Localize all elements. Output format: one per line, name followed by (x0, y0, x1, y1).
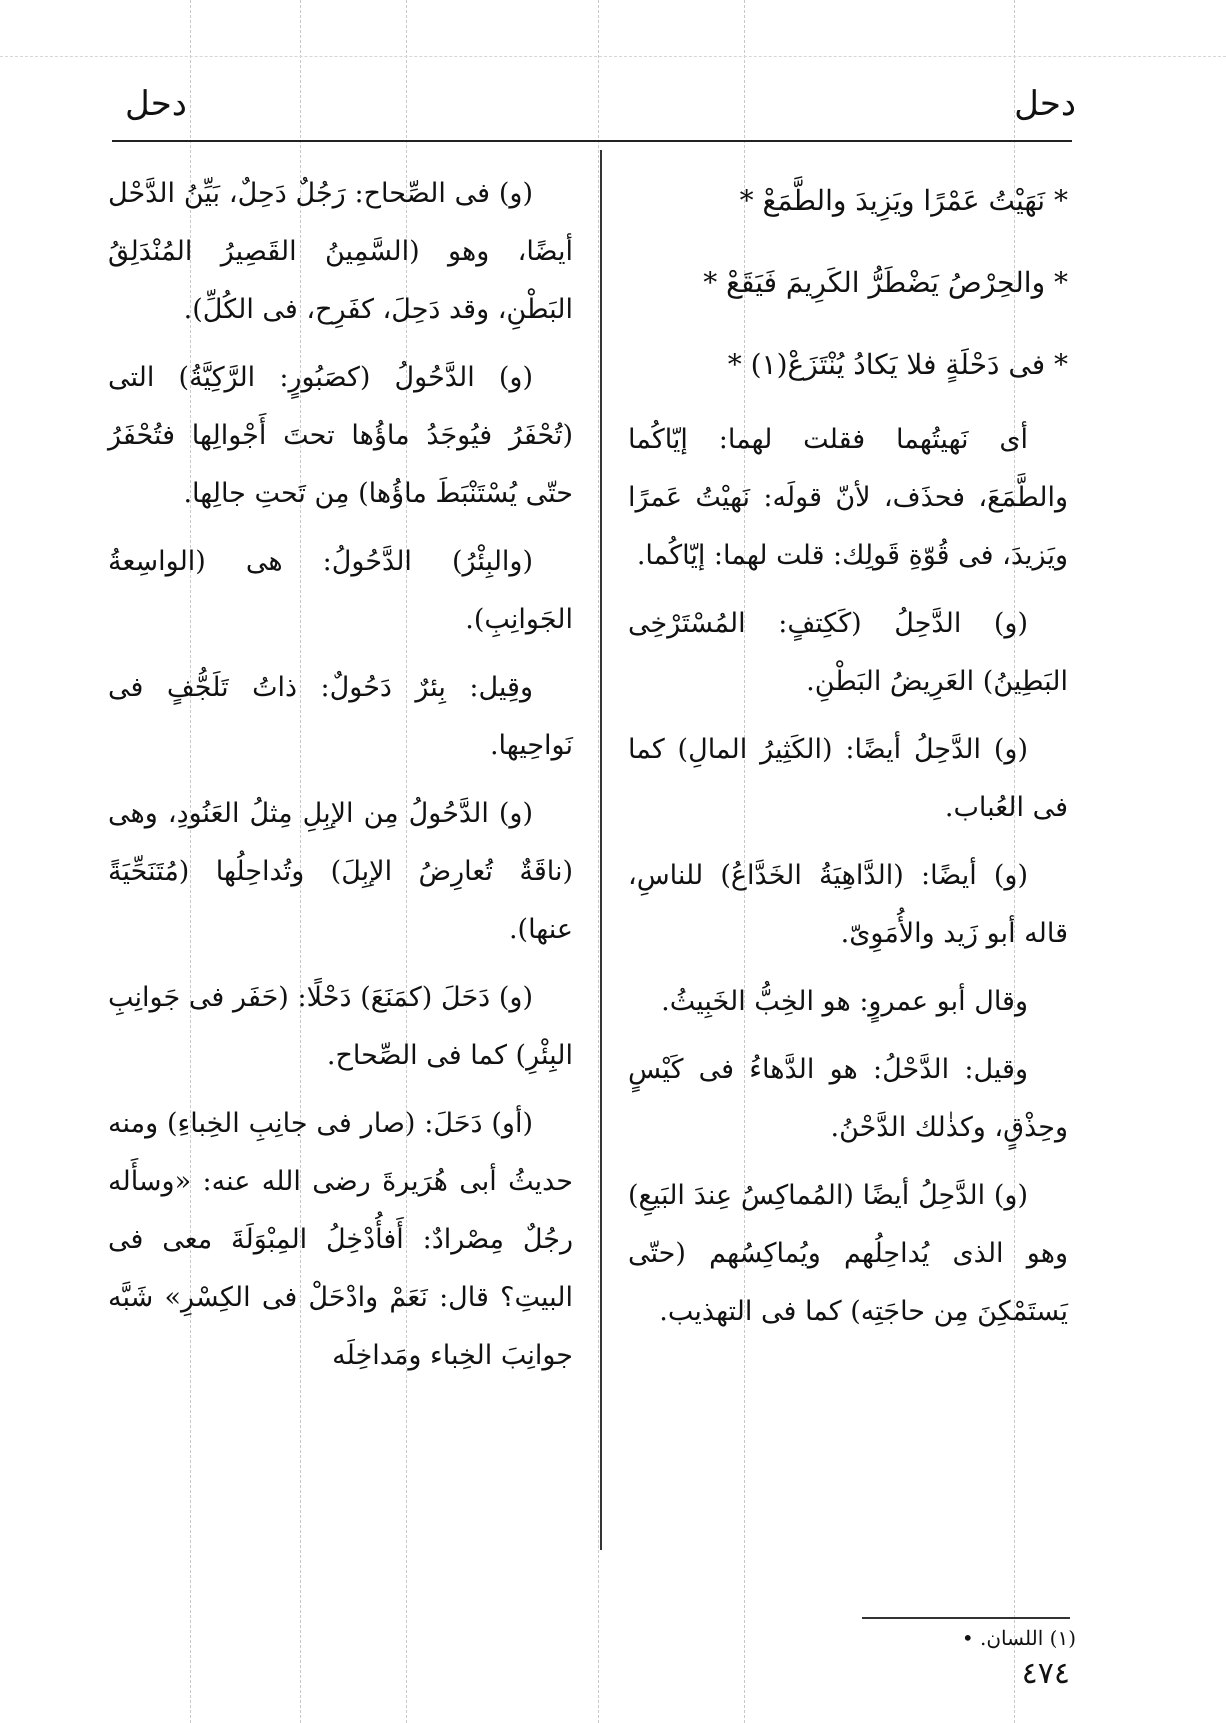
footnote-rule (862, 1617, 1070, 1619)
verse-line: * فى دَحْلَةٍ فلا يَكادُ يُنْتَزَعْ(١) * (727, 348, 1068, 381)
column-divider (600, 150, 602, 1550)
left-column (108, 165, 573, 1395)
paragraph: وقال أبو عمروٍ: هو الخِبُّ الخَبِيثُ. (661, 986, 1028, 1017)
header-word-right: دحل (1014, 84, 1076, 124)
paragraph: (والبِئْرُ) الدَّحُولُ: هى (الواسِعةُ الجَوانِبِ). (108, 546, 573, 635)
scan-guide-line (598, 0, 599, 1723)
header-rule (112, 140, 1072, 142)
page-number: ٤٧٤ (1021, 1656, 1070, 1691)
paragraph: (و) الدَّحِلُ أيضًا (المُماكِسُ عِندَ البَيعِ) وهو الذى يُداحِلُهم ويُماكِسُهم (حتّى يَستَمْكِنَ مِن حاجَتِه) كما فى التهذيب. (628, 1180, 1068, 1327)
paragraph: (و) فى الصِّحاح: رَجُلٌ دَحِلٌ، بَيِّنُ الدَّحْل أيضًا، وهو (السَّمِينُ القَصِيرُ المُنْدَلِقُ البَطْنِ، وقد دَحِلَ، كفَرِح، فى الكُلِّ). (108, 178, 573, 325)
scan-guide-line (0, 56, 1226, 57)
paragraph: أى نَهيتُهما فقلت لهما: إيّاكُما والطَّمَعَ، فحذَف، لأنّ قولَه: نَهيْتُ عَمرًا ويَزيدَ، فى قُوّةِ قَولِك: قلت لهما: إيّاكُما. (628, 424, 1068, 571)
paragraph: وقِيل: بِئرٌ دَحُولٌ: ذاتُ تَلَجُّفٍ فى نَواحِيها. (108, 672, 573, 761)
paragraph: (و) دَحَلَ (كمَنَعَ) دَحْلًا: (حَفَر فى جَوانِبِ البِئْرِ) كما فى الصِّحاح. (108, 982, 573, 1071)
paragraph: (و) الدَّحُولُ مِن الإبِلِ مِثلُ العَنُودِ، وهى (ناقَةٌ تُعارِضُ الإبِلَ) وتُداحِلُها (مُتَنَحِّيَةً عنها). (108, 798, 573, 945)
paragraph: (و) الدَّحُولُ (كصَبُورٍ: الرَّكِيَّةُ) التى (تُحْفَرُ فيُوجَدُ ماؤُها تحتَ أَجْوالِها فتُحْفَرُ حتّى يُسْتَنْبَطَ ماؤُها) مِن تَحتِ جالِها. (108, 362, 573, 509)
verse-line: * والحِرْصُ يَضْطَرُّ الكَرِيمَ فَيَقَعْ * (703, 266, 1068, 299)
footnote: (١) اللسان. • (961, 1626, 1076, 1650)
paragraph: (و) أيضًا: (الدَّاهِيَةُ الخَدَّاعُ) للناسِ، قاله أبو زَيد والأُمَوِىّ. (628, 860, 1068, 949)
right-column (628, 165, 1068, 1351)
paragraph: (و) الدَّحِلُ أيضًا: (الكَثِيرُ المالِ) كما فى العُباب. (628, 734, 1068, 823)
verse-line: * نَهَيْتُ عَمْرًا ويَزِيدَ والطَّمَعْ * (739, 184, 1068, 217)
paragraph: (و) الدَّحِلُ (كَكِتفٍ: المُسْتَرْخِى البَطِينُ) العَرِيضُ البَطْنِ. (628, 608, 1068, 697)
paragraph: وقيل: الدَّحْلُ: هو الدَّهاءُ فى كَيْسٍ وحِذْقٍ، وكذٰلك الدَّحْنُ. (628, 1054, 1068, 1143)
header-word-left: دحل (125, 84, 187, 124)
paragraph: (أو) دَحَلَ: (صار فى جانِبِ الخِباءِ) ومنه حديثُ أبى هُرَيرةَ رضى الله عنه: «وسأَله رجُلٌ مِصْرادٌ: أَفأُدْخِلُ المِبْوَلَةَ معى فى البيتِ؟ قال: نَعَمْ وادْحَلْ فى الكِسْرِ» شَبَّه جوانِبَ الخِباء ومَداخِلَه (108, 1108, 573, 1371)
